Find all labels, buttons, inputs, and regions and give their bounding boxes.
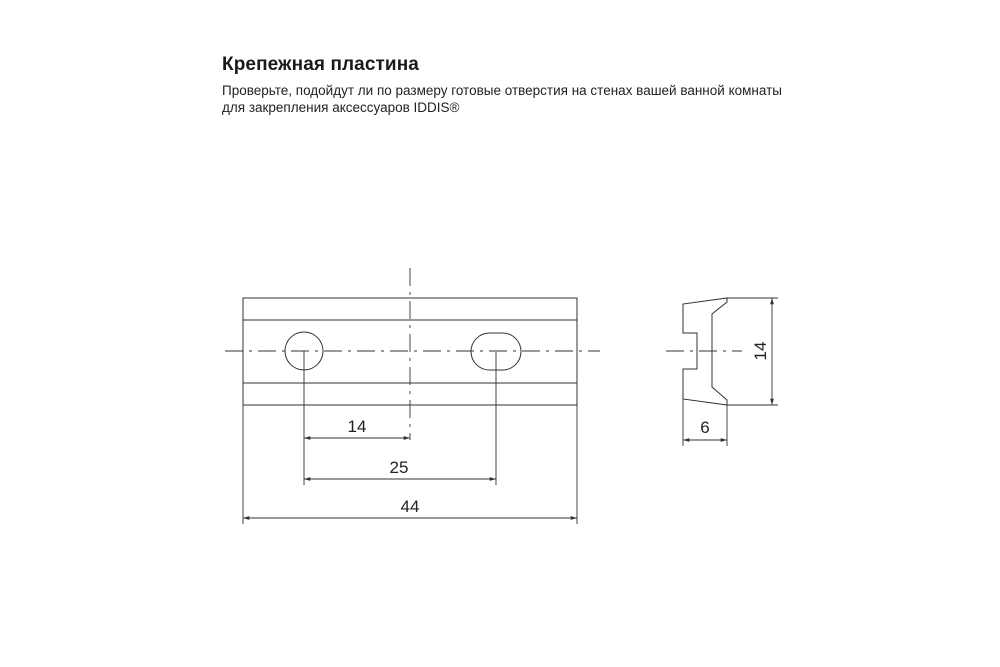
dim-label-25: 25 <box>389 458 409 477</box>
dim-label-6: 6 <box>700 418 710 437</box>
center-lines <box>225 268 742 440</box>
profile-extension-lines <box>683 298 778 446</box>
dim-label-44: 44 <box>400 497 420 516</box>
plate-side-profile <box>683 298 727 405</box>
dim-label-14: 14 <box>347 417 367 436</box>
dim-label-profile-14: 14 <box>751 341 770 361</box>
description-line-2: для закрепления аксессуаров IDDIS® <box>222 100 460 115</box>
page-title: Крепежная пластина <box>222 54 419 75</box>
profile-outline <box>683 298 727 405</box>
description-line-1: Проверьте, подойдут ли по размеру готовые отверстия на стенах вашей ванной комнаты <box>222 83 782 98</box>
